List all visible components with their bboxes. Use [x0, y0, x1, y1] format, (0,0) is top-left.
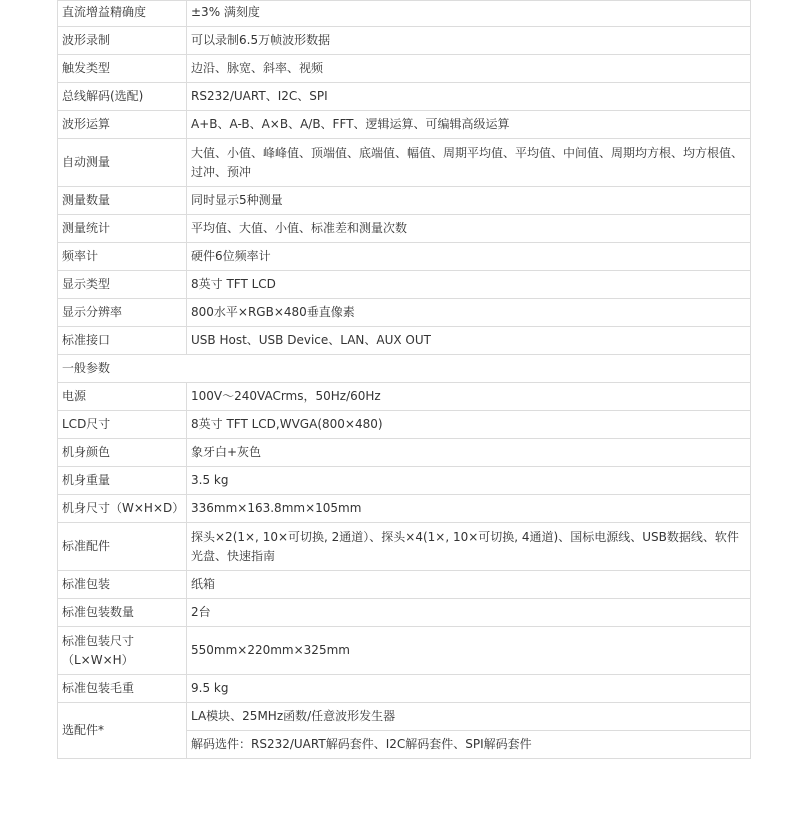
row-value: 8英寸 TFT LCD,WVGA(800×480) — [187, 411, 751, 439]
row-label: 显示分辨率 — [58, 299, 187, 327]
row-label: 标准包装尺寸（L×W×H） — [58, 627, 187, 675]
row-label: 选配件* — [58, 703, 187, 759]
row-label: 机身尺寸（W×H×D） — [58, 495, 187, 523]
row-value: 同时显示5种测量 — [187, 187, 751, 215]
row-label: 直流增益精确度 — [58, 1, 187, 27]
table-row — [58, 495, 751, 523]
row-label: 波形运算 — [58, 111, 187, 139]
row-label: 测量统计 — [58, 215, 187, 243]
row-value: 可以录制6.5万帧波形数据 — [187, 27, 751, 55]
row-label: 总线解码(选配) — [58, 83, 187, 111]
row-label: 标准配件 — [58, 523, 187, 571]
table-row — [58, 327, 751, 355]
table-row — [58, 523, 751, 571]
table-row — [58, 139, 751, 187]
row-label: LCD尺寸 — [58, 411, 187, 439]
table-row — [58, 703, 751, 731]
row-value: 336mm×163.8mm×105mm — [187, 495, 751, 523]
row-label: 标准包装毛重 — [58, 675, 187, 703]
row-value: 9.5 kg — [187, 675, 751, 703]
row-value: 象牙白+灰色 — [187, 439, 751, 467]
table-row — [58, 299, 751, 327]
row-label: 电源 — [58, 383, 187, 411]
row-value: RS232/UART、I2C、SPI — [187, 83, 751, 111]
table-row — [58, 271, 751, 299]
row-label: 机身重量 — [58, 467, 187, 495]
table-row — [58, 187, 751, 215]
table-row — [58, 383, 751, 411]
table-row — [58, 411, 751, 439]
row-value: 平均值、大值、小值、标准差和测量次数 — [187, 215, 751, 243]
row-label: 显示类型 — [58, 271, 187, 299]
row-value: 800水平×RGB×480垂直像素 — [187, 299, 751, 327]
row-label: 标准包装数量 — [58, 599, 187, 627]
row-value: 2台 — [187, 599, 751, 627]
row-value: 550mm×220mm×325mm — [187, 627, 751, 675]
spec-table-container — [57, 0, 751, 759]
row-value: 大值、小值、峰峰值、顶端值、底端值、幅值、周期平均值、平均值、中间值、周期均方根、均方根值、过冲、预冲 — [187, 139, 751, 187]
row-value: 探头×2(1×, 10×可切换, 2通道）、探头×4(1×, 10×可切换, 4通道)、国标电源线、USB数据线、软件光盘、快速指南 — [187, 523, 751, 571]
table-row — [58, 675, 751, 703]
table-row — [58, 599, 751, 627]
table-row — [58, 111, 751, 139]
row-label: 标准接口 — [58, 327, 187, 355]
row-value: 解码选件：RS232/UART解码套件、I2C解码套件、SPI解码套件 — [187, 731, 751, 759]
table-row — [58, 467, 751, 495]
row-label: 频率计 — [58, 243, 187, 271]
row-value: USB Host、USB Device、LAN、AUX OUT — [187, 327, 751, 355]
row-value: 硬件6位频率计 — [187, 243, 751, 271]
row-value: ±3% 满刻度 — [187, 1, 751, 27]
row-value: 3.5 kg — [187, 467, 751, 495]
row-label: 测量数量 — [58, 187, 187, 215]
row-label: 触发类型 — [58, 55, 187, 83]
spec-table — [57, 0, 751, 759]
row-value: 8英寸 TFT LCD — [187, 271, 751, 299]
row-label: 自动测量 — [58, 139, 187, 187]
table-row — [58, 55, 751, 83]
row-value: A+B、A-B、A×B、A/B、FFT、逻辑运算、可编辑高级运算 — [187, 111, 751, 139]
row-label: 机身颜色 — [58, 439, 187, 467]
table-row — [58, 439, 751, 467]
table-row — [58, 243, 751, 271]
table-row — [58, 27, 751, 55]
row-value: 边沿、脉宽、斜率、视频 — [187, 55, 751, 83]
section-header-row — [58, 355, 751, 383]
table-row — [58, 571, 751, 599]
table-row — [58, 1, 751, 27]
section-title: 一般参数 — [58, 355, 751, 383]
row-value: 纸箱 — [187, 571, 751, 599]
row-label: 标准包装 — [58, 571, 187, 599]
row-value: 100V～240VACrms，50Hz/60Hz — [187, 383, 751, 411]
table-row — [58, 215, 751, 243]
table-row — [58, 83, 751, 111]
row-label: 波形录制 — [58, 27, 187, 55]
row-value: LA模块、25MHz函数/任意波形发生器 — [187, 703, 751, 731]
table-row — [58, 627, 751, 675]
